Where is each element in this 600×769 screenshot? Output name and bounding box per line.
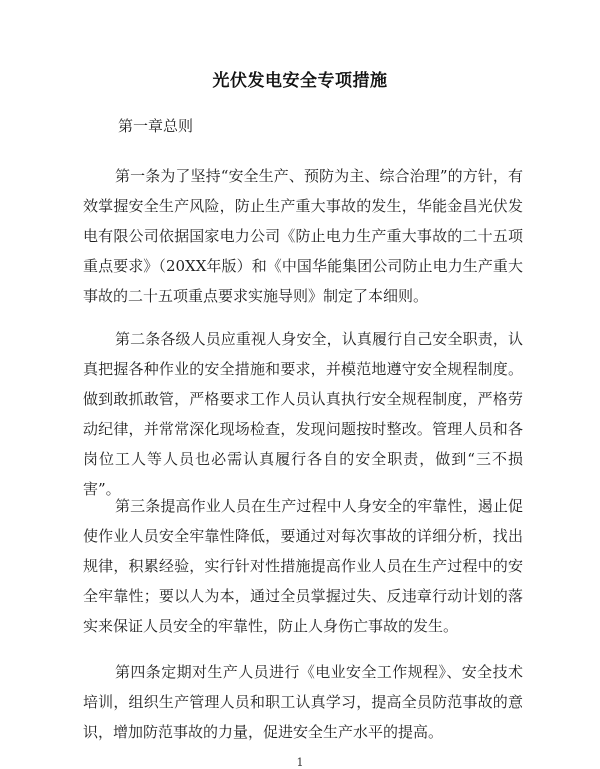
article-1-paragraph: 第一条为了坚持“安全生产、预防为主、综合治理”的方针，有效掌握安全生产风险，防止生产重大事故的发生，华能金昌光伏发电有限公司依据国家电力公司《防止电力生产重大事故的二十五项重点要求》（20XX年版）和《中国华能集团公司防止电力生产重大事故的二十五项重点要求实施导则》制定了本细则。 [83,167,523,305]
article-3-paragraph: 第三条提高作业人员在生产过程中人身安全的牢靠性，遏止促使作业人员安全牢靠性降低，要通过对每次事故的详细分析，找出规律，积累经验，实行针对性措施提高作业人员在生产过程中的安全牢靠性；要以人为本，通过全员掌握过失、反违章行动计划的落实来保证人员安全的牢靠性，防止人身伤亡事故的发生。 [83,497,523,635]
article-2-paragraph: 第二条各级人员应重视人身安全，认真履行自己安全职责，认真把握各种作业的安全措施和要求，并模范地遵守安全规程制度。做到敢抓敢管，严格要求工作人员认真执行安全规程制度，严格劳动纪律，并常常深化现场检查，发现问题按时整改。管理人员和各岗位工人等人员也必需认真履行各自的安全职责，做到“三不损害”。 [83,330,523,498]
document-title: 光伏发电安全专项措施 [212,71,388,91]
article-4-paragraph: 第四条定期对生产人员进行《电业安全工作规程》、安全技术培训，组织生产管理人员和职工认真学习，提高全员防范事故的意识，增加防范事故的力量，促进安全生产水平的提高。 [83,663,523,741]
page-number: 1 [296,756,304,769]
chapter-heading: 第一章总则 [118,117,194,135]
